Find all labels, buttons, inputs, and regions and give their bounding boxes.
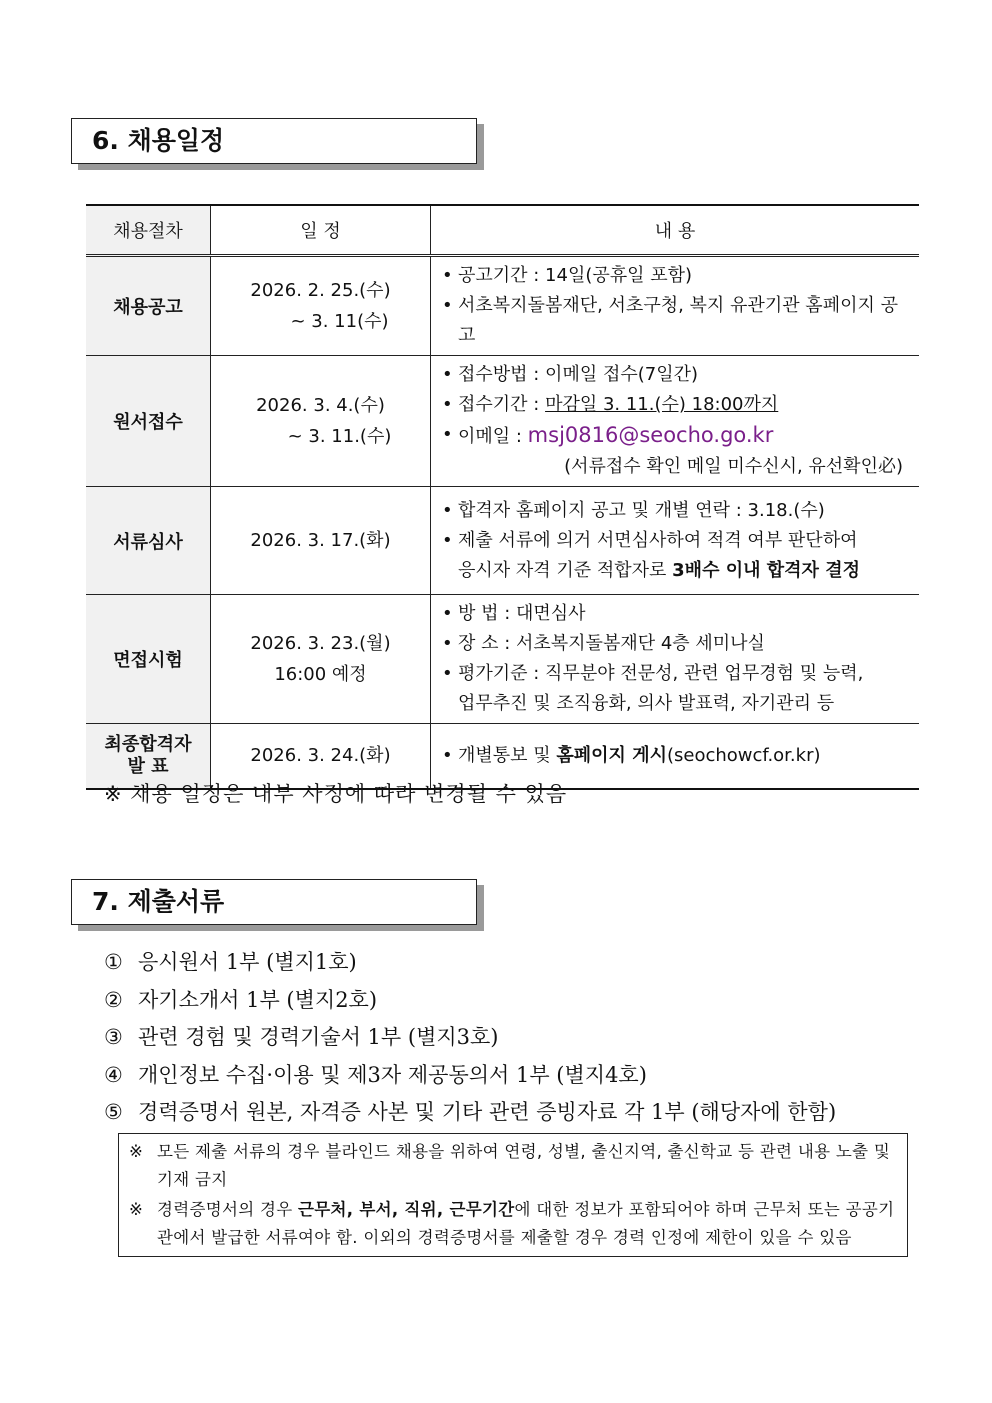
table-header-row (86, 205, 919, 256)
content-item-cont (439, 556, 913, 586)
step-cell: 원서접수 (86, 356, 211, 487)
content-item: • 평가기준 : 직무분야 전문성, 관련 업무경험 및 능력, (439, 659, 913, 689)
list-number: ① (104, 950, 123, 974)
date-line: 2026. 3. 4.(수) (256, 395, 385, 416)
schedule-table (86, 204, 919, 790)
step-cell: 채용공고 (86, 256, 211, 356)
step-cell: 서류심사 (86, 487, 211, 595)
announce-text: 개별통보 및 (458, 744, 557, 766)
date-line: 2026. 3. 24.(화) (250, 745, 391, 767)
review-text: 제출 서류에 의거 서면심사하여 적격 여부 판단하여 (458, 529, 858, 551)
date-cell (211, 595, 431, 724)
header-step: 채용절차 (86, 205, 211, 256)
list-text: 자기소개서 1부 (별지2호) (138, 987, 378, 1012)
date-line: 16:00 예정 (274, 664, 367, 685)
table-row (86, 487, 919, 595)
step-line: 발 표 (127, 755, 169, 777)
content-cell (431, 595, 920, 724)
notice-box (118, 1133, 908, 1257)
content-item: • 장 소 : 서초복지돌봄재단 4층 세미나실 (439, 629, 913, 659)
content-item (439, 526, 913, 556)
date-line: 2026. 3. 23.(월) (250, 633, 391, 654)
notice-item (129, 1196, 899, 1252)
header-date: 일 정 (211, 205, 431, 256)
notice-text: 에 대한 정보가 포함되어야 하며 근무처 또는 공공기관에서 발급한 서류여야 함. 이외의 경력증명서를 제출할 경우 경력 인정에 제한이 있을 수 있음 (157, 1200, 895, 1247)
list-number: ④ (104, 1062, 123, 1087)
header-content: 내 용 (431, 205, 920, 256)
content-item (439, 741, 913, 771)
notice-bold: 근무처, 부서, 직위, 근무기간 (298, 1200, 515, 1219)
section-6-title: 6. 채용일정 (71, 118, 477, 164)
date-cell (211, 256, 431, 356)
notice-text: 경력증명서의 경우 (157, 1200, 299, 1219)
list-item (104, 944, 836, 982)
step-cell: 면접시험 (86, 595, 211, 724)
list-item (104, 1057, 836, 1095)
document-list (104, 944, 836, 1132)
content-item: • 접수방법 : 이메일 접수(7일간) (439, 360, 913, 390)
list-item (104, 1019, 836, 1057)
note-mark: ※ (129, 1142, 144, 1161)
content-item (439, 420, 913, 452)
deadline-text: 마감일 3. 11.(수) 18:00까지 (545, 394, 779, 415)
list-text: 경력증명서 원본, 자격증 사본 및 기타 관련 증빙자료 각 1부 (해당자에 한함) (138, 1100, 837, 1124)
notice-text: 모든 제출 서류의 경우 블라인드 채용을 위하여 연령, 성별, 출신지역, 출신학교 등 관련 내용 노출 및 기재 금지 (157, 1142, 891, 1189)
announce-bold: 홈페이지 게시 (556, 744, 667, 766)
content-item: • 공고기간 : 14일(공휴일 포함) (439, 261, 913, 291)
list-item (104, 1094, 836, 1132)
date-line: ~ 3. 11.(수) (287, 426, 392, 447)
date-line: 2026. 3. 17.(화) (250, 530, 391, 551)
date-line: ~ 3. 11(수) (290, 311, 389, 332)
date-line: 2026. 2. 25.(수) (250, 280, 391, 301)
content-item-cont: 업무추진 및 조직융화, 의사 발표력, 자기관리 등 (458, 693, 835, 714)
list-number: ② (104, 987, 123, 1012)
review-bold: 3배수 이내 합격자 결정 (672, 559, 860, 581)
content-cell (431, 356, 920, 487)
content-item: • 방 법 : 대면심사 (439, 599, 913, 629)
schedule-note: ※ 채용 일정은 내부 사정에 따라 변경될 수 있음 (104, 782, 568, 806)
content-item (439, 390, 913, 420)
content-item: • 서초복지돌봄재단, 서초구청, 복지 유관기관 홈페이지 공고 (439, 291, 913, 351)
list-text: 관련 경험 및 경력기술서 1부 (별지3호) (138, 1025, 499, 1049)
email-note: (서류접수 확인 메일 미수신시, 유선확인必) (564, 456, 903, 477)
period-label: 접수기간 : (458, 394, 546, 415)
content-item: • 합격자 홈페이지 공고 및 개별 연락 : 3.18.(수) (439, 496, 913, 526)
date-cell (211, 356, 431, 487)
email-link[interactable]: msj0816@seocho.go.kr (527, 423, 774, 447)
email-label: 이메일 : (458, 426, 528, 447)
note-mark: ※ (129, 1200, 144, 1219)
step-line: 최종합격자 (104, 733, 192, 755)
table-row (86, 256, 919, 356)
list-text: 개인정보 수집·이용 및 제3자 제공동의서 1부 (별지4호) (138, 1062, 647, 1087)
list-item (104, 982, 836, 1020)
section-7-title: 7. 제출서류 (71, 879, 477, 925)
table-row (86, 356, 919, 487)
announce-site: (seochowcf.or.kr) (667, 744, 821, 766)
notice-item (129, 1138, 899, 1194)
table-row (86, 595, 919, 724)
date-cell (211, 487, 431, 595)
list-text: 응시원서 1부 (별지1호) (138, 950, 357, 974)
list-number: ③ (104, 1025, 123, 1049)
review-text: 응시자 자격 기준 적합자로 (458, 559, 673, 581)
list-number: ⑤ (104, 1100, 123, 1124)
content-cell (431, 256, 920, 356)
content-cell (431, 487, 920, 595)
